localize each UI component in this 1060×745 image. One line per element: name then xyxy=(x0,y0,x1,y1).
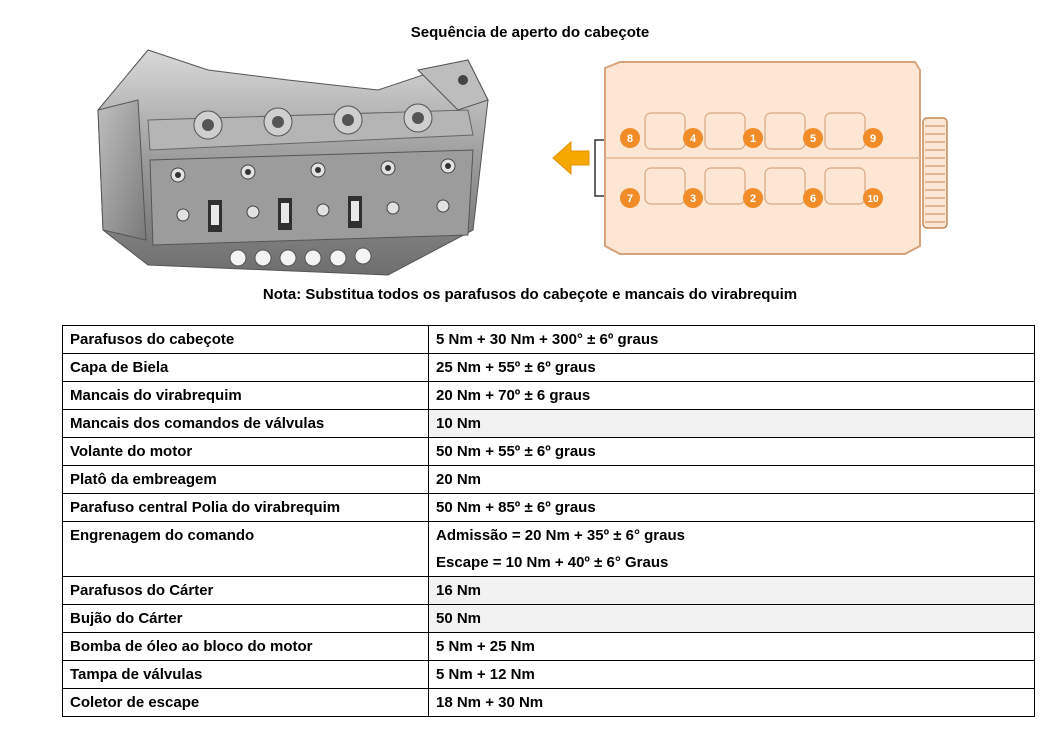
spec-line: 50 Nm + 55º ± 6º graus xyxy=(436,443,596,460)
item-cell: Bomba de óleo ao bloco do motor xyxy=(63,633,429,661)
spec-line: 10 Nm xyxy=(436,415,482,432)
item-cell: Parafuso central Polia do virabrequim xyxy=(63,494,429,522)
spec-cell xyxy=(429,522,1035,577)
svg-text:4: 4 xyxy=(689,133,697,145)
svg-text:7: 7 xyxy=(626,193,634,205)
item-cell: Tampa de válvulas xyxy=(63,661,429,689)
page-title: Sequência de aperto do cabeçote xyxy=(410,24,650,41)
timing-gear-icon xyxy=(923,118,947,228)
spec-cell xyxy=(429,382,1035,410)
spec-line: 50 Nm + 85º ± 6º graus xyxy=(436,499,596,516)
table-row xyxy=(63,382,1035,410)
item-cell: Engrenagem do comando xyxy=(63,522,429,577)
item-cell: Volante do motor xyxy=(63,438,429,466)
note-text: Nota: Substitua todos os parafusos do cabeçote e mancais do virabrequim xyxy=(262,286,798,303)
table-row xyxy=(63,522,1035,577)
bolt-2 xyxy=(743,188,763,208)
spec-cell xyxy=(429,661,1035,689)
spec-line: 50 Nm xyxy=(436,610,482,627)
spec-line: 5 Nm + 25 Nm xyxy=(436,638,535,655)
bolt-9 xyxy=(863,128,883,148)
bolt-7 xyxy=(620,188,640,208)
spec-cell xyxy=(429,494,1035,522)
spec-line: 25 Nm + 55º ± 6º graus xyxy=(436,359,596,376)
bolt-1 xyxy=(743,128,763,148)
direction-arrow-icon xyxy=(553,142,589,174)
spec-line: 20 Nm xyxy=(436,471,482,488)
item-cell: Bujão do Cárter xyxy=(63,605,429,633)
tightening-sequence-diagram xyxy=(545,58,970,258)
table-row xyxy=(63,661,1035,689)
svg-text:5: 5 xyxy=(809,133,817,145)
table-row xyxy=(63,633,1035,661)
spec-cell xyxy=(429,326,1035,354)
bolt-10 xyxy=(863,188,883,208)
item-cell: Mancais dos comandos de válvulas xyxy=(63,410,429,438)
spec-cell xyxy=(429,466,1035,494)
svg-text:10: 10 xyxy=(867,194,879,205)
spec-line: Admissão = 20 Nm + 35º ± 6° graus xyxy=(436,527,685,544)
spec-cell xyxy=(429,354,1035,382)
item-cell: Coletor de escape xyxy=(63,689,429,717)
table-row xyxy=(63,605,1035,633)
table-row xyxy=(63,494,1035,522)
item-cell: Platô da embreagem xyxy=(63,466,429,494)
table-row xyxy=(63,354,1035,382)
svg-text:6: 6 xyxy=(809,193,817,205)
bolt-3 xyxy=(683,188,703,208)
spec-cell xyxy=(429,605,1035,633)
spec-cell xyxy=(429,410,1035,438)
svg-text:9: 9 xyxy=(869,133,877,145)
table-row xyxy=(63,689,1035,717)
spec-line: 20 Nm + 70º ± 6 graus xyxy=(436,387,591,404)
svg-text:2: 2 xyxy=(749,193,757,205)
table-row xyxy=(63,438,1035,466)
bolt-4 xyxy=(683,128,703,148)
spec-line: 16 Nm xyxy=(436,582,482,599)
spec-line: 5 Nm + 30 Nm + 300° ± 6º graus xyxy=(436,331,659,348)
bolt-8 xyxy=(620,128,640,148)
table-row xyxy=(63,577,1035,605)
spec-line: Escape = 10 Nm + 40º ± 6° Graus xyxy=(436,554,669,571)
spec-cell xyxy=(429,577,1035,605)
torque-specs-table xyxy=(62,325,1035,717)
spec-cell xyxy=(429,438,1035,466)
spec-line: 5 Nm + 12 Nm xyxy=(436,666,535,683)
item-cell: Parafusos do Cárter xyxy=(63,577,429,605)
bolt-5 xyxy=(803,128,823,148)
svg-text:3: 3 xyxy=(689,193,697,205)
cylinder-head-photo xyxy=(88,40,498,280)
svg-text:1: 1 xyxy=(749,133,757,145)
bolt-6 xyxy=(803,188,823,208)
item-cell: Mancais do virabrequim xyxy=(63,382,429,410)
spec-line: 18 Nm + 30 Nm xyxy=(436,694,544,711)
spec-cell xyxy=(429,689,1035,717)
item-cell: Parafusos do cabeçote xyxy=(63,326,429,354)
svg-text:8: 8 xyxy=(626,133,634,145)
table-row xyxy=(63,326,1035,354)
item-cell: Capa de Biela xyxy=(63,354,429,382)
table-row xyxy=(63,410,1035,438)
table-row xyxy=(63,466,1035,494)
spec-cell xyxy=(429,633,1035,661)
